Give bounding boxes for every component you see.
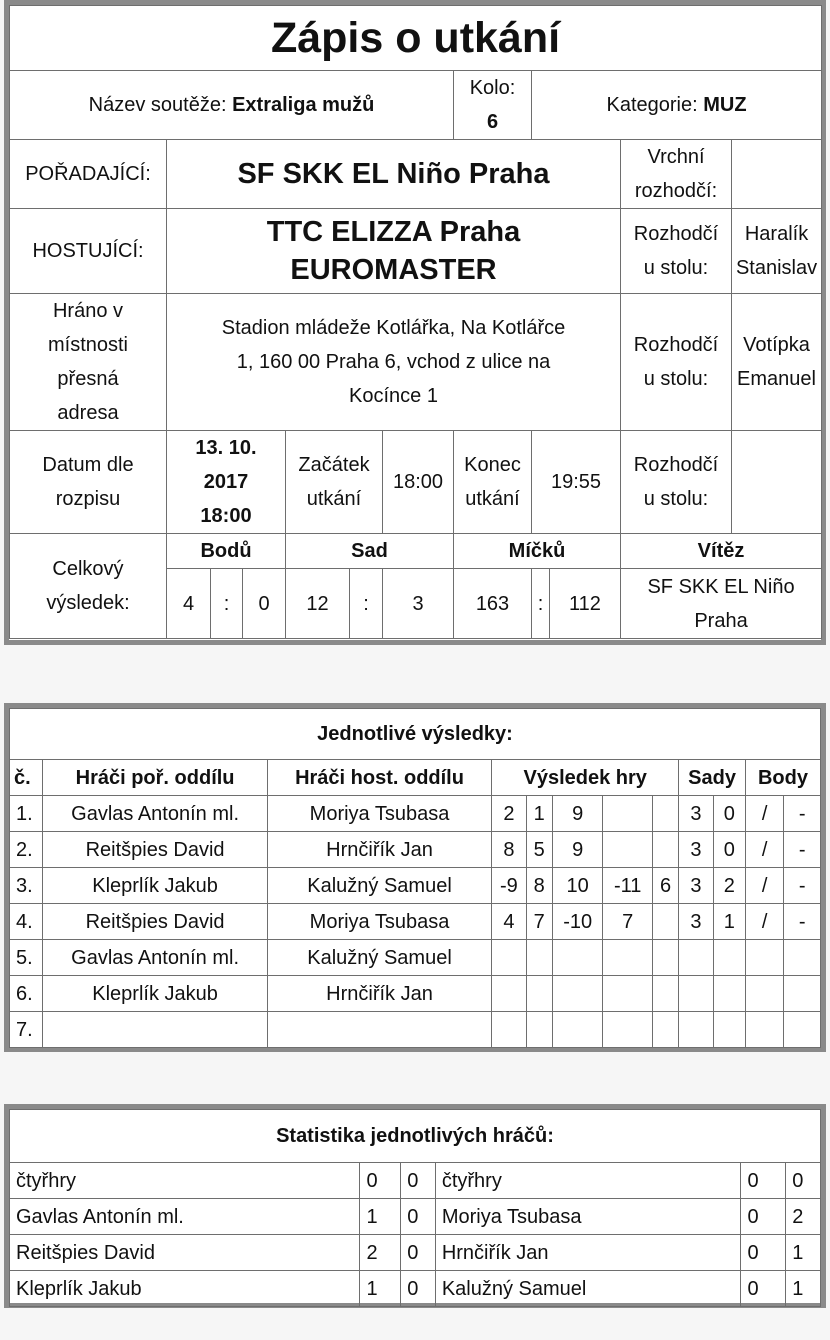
- match-date-line2: 2017: [203, 471, 249, 493]
- stats-title: Statistika jednotlivých hráčů:: [10, 1110, 821, 1163]
- guest-stat-losses: 0: [786, 1163, 821, 1199]
- sets-home: 3: [679, 868, 713, 904]
- match-number: 2.: [10, 832, 43, 868]
- winner-value-line2: Praha: [694, 609, 748, 632]
- guest-player: Moriya Tsubasa: [267, 796, 491, 832]
- table-row: [10, 1012, 821, 1048]
- guest-stat-wins: 0: [741, 1271, 786, 1307]
- game-score: [552, 1012, 603, 1048]
- home-player: [43, 1012, 267, 1048]
- main-referee-label: [621, 140, 732, 209]
- table-row: [10, 1163, 821, 1199]
- sets-separator: :: [350, 569, 383, 639]
- sets-home: [679, 940, 713, 976]
- game-score: -10: [552, 904, 603, 940]
- points-away: -: [784, 868, 821, 904]
- round-label: Kolo:: [469, 77, 516, 99]
- sets-header: Sad: [286, 534, 454, 569]
- guest-player: Kalužný Samuel: [267, 940, 491, 976]
- points-away: 0: [243, 569, 286, 639]
- guest-player: Hrnčiřík Jan: [267, 976, 491, 1012]
- game-score: [652, 940, 678, 976]
- sets-away: 0: [713, 832, 745, 868]
- table-referee-1-value: [732, 209, 822, 294]
- game-score: 7: [603, 904, 653, 940]
- table-referee-2-label: [621, 294, 732, 431]
- venue-label-line: místnosti: [47, 334, 129, 356]
- match-number: 6.: [10, 976, 43, 1012]
- table-row: [10, 1235, 821, 1271]
- game-score: 6: [652, 868, 678, 904]
- guest-player: Moriya Tsubasa: [267, 904, 491, 940]
- table-row: [10, 832, 821, 868]
- guest-player: [267, 1012, 491, 1048]
- sets-away: 1: [713, 904, 745, 940]
- game-score: 7: [526, 904, 552, 940]
- points-home: /: [745, 832, 783, 868]
- points-home: /: [745, 904, 783, 940]
- game-score: [603, 1012, 653, 1048]
- match-report-header: [4, 0, 826, 645]
- balls-header: Míčků: [454, 534, 621, 569]
- end-label-line1: Konec: [464, 454, 521, 476]
- sets-home: 3: [679, 832, 713, 868]
- competition-label: Název soutěže:: [88, 94, 227, 116]
- venue-label-line: adresa: [57, 402, 119, 424]
- home-stat-losses: 0: [401, 1199, 436, 1235]
- home-stat-wins: 1: [360, 1199, 401, 1235]
- sets-home: 3: [679, 904, 713, 940]
- results-body: [10, 796, 821, 1048]
- match-date-line3: 18:00: [200, 505, 252, 527]
- sets-away: 2: [713, 868, 745, 904]
- table-row: [10, 976, 821, 1012]
- game-score: 4: [492, 904, 526, 940]
- game-score: [526, 940, 552, 976]
- table-referee-1-value-line1: Haralík: [744, 223, 809, 245]
- game-score: 10: [552, 868, 603, 904]
- guest-stat-losses: 1: [786, 1271, 821, 1307]
- game-score: 8: [526, 868, 552, 904]
- col-header-points: Body: [745, 760, 820, 796]
- winner-header: Vítěz: [621, 534, 822, 569]
- overall-result-label-line1: Celkový: [52, 558, 124, 580]
- guest-player-name: Kalužný Samuel: [435, 1271, 741, 1307]
- home-player: Reitšpies David: [43, 904, 267, 940]
- guest-team-name-line1: TTC ELIZZA Praha: [266, 216, 521, 248]
- match-number: 5.: [10, 940, 43, 976]
- table-row: [10, 1271, 821, 1307]
- home-player-name: čtyřhry: [10, 1163, 360, 1199]
- table-row: [10, 940, 821, 976]
- individual-results: [4, 703, 826, 1052]
- round-value: 6: [486, 111, 499, 133]
- game-score: [492, 1012, 526, 1048]
- table-referee-2-value-line1: Votípka: [743, 334, 810, 356]
- balls-home: 163: [454, 569, 532, 639]
- guest-stat-wins: 0: [741, 1235, 786, 1271]
- game-score: [652, 832, 678, 868]
- game-score: [652, 976, 678, 1012]
- points-header: Bodů: [167, 534, 286, 569]
- home-player: Kleprlík Jakub: [43, 868, 267, 904]
- match-number: 1.: [10, 796, 43, 832]
- start-label-line1: Začátek: [298, 454, 370, 476]
- table-row: [10, 1199, 821, 1235]
- points-away: [784, 940, 821, 976]
- guest-player-name: Hrnčiřík Jan: [435, 1235, 741, 1271]
- match-date-line1: 13. 10.: [195, 437, 257, 459]
- points-home: /: [745, 868, 783, 904]
- points-home: [745, 940, 783, 976]
- table-referee-3-label: [621, 431, 732, 534]
- game-score: [526, 1012, 552, 1048]
- game-score: [492, 940, 526, 976]
- points-away: -: [784, 904, 821, 940]
- table-referee-3-label-line2: u stolu:: [643, 488, 709, 510]
- guest-player: Kalužný Samuel: [267, 868, 491, 904]
- game-score: -11: [603, 868, 653, 904]
- end-time: 19:55: [532, 431, 621, 534]
- sets-home: [679, 1012, 713, 1048]
- page-title: Zápis o utkání: [10, 6, 822, 71]
- stats-table: [9, 1109, 821, 1307]
- home-stat-wins: 0: [360, 1163, 401, 1199]
- game-score: [603, 796, 653, 832]
- guest-label: HOSTUJÍCÍ:: [10, 209, 167, 294]
- sets-away: [713, 940, 745, 976]
- table-row: [10, 796, 821, 832]
- start-time: 18:00: [383, 431, 454, 534]
- match-info-table: [9, 5, 822, 639]
- game-score: 8: [492, 832, 526, 868]
- date-label: [10, 431, 167, 534]
- competition-cell: [10, 71, 454, 140]
- home-player-name: Kleprlík Jakub: [10, 1271, 360, 1307]
- match-number: 4.: [10, 904, 43, 940]
- winner-value: [621, 569, 822, 639]
- game-score: 9: [552, 832, 603, 868]
- game-score: [652, 796, 678, 832]
- guest-team-name-line2: EUROMASTER: [290, 254, 497, 286]
- table-row: [10, 904, 821, 940]
- category-value: MUZ: [703, 94, 747, 116]
- table-referee-2-value-line2: Emanuel: [737, 368, 816, 390]
- table-referee-3-value: [732, 431, 822, 534]
- sets-away: [713, 1012, 745, 1048]
- table-referee-3-label-line1: Rozhodčí: [633, 454, 719, 476]
- date-label-line1: Datum dle: [42, 454, 134, 476]
- match-date: [167, 431, 286, 534]
- guest-stat-losses: 2: [786, 1199, 821, 1235]
- overall-result-label-line2: výsledek:: [46, 592, 130, 614]
- game-score: 9: [552, 796, 603, 832]
- col-header-number: č.: [10, 760, 43, 796]
- venue-label-line: Hráno v: [52, 300, 124, 322]
- col-header-guest-players: Hráči host. oddílu: [267, 760, 491, 796]
- venue-address: [167, 294, 621, 431]
- home-stat-wins: 2: [360, 1235, 401, 1271]
- match-number: 3.: [10, 868, 43, 904]
- guest-stat-wins: 0: [741, 1199, 786, 1235]
- points-home: /: [745, 796, 783, 832]
- table-referee-2-label-line2: u stolu:: [643, 368, 709, 390]
- sets-home: [679, 976, 713, 1012]
- points-home: 4: [167, 569, 211, 639]
- game-score: [603, 832, 653, 868]
- game-score: [603, 940, 653, 976]
- home-stat-losses: 0: [401, 1163, 436, 1199]
- game-score: [603, 976, 653, 1012]
- venue-address-line: Stadion mládeže Kotlářka, Na Kotlářce: [221, 317, 566, 339]
- main-referee-label-line1: Vrchní: [647, 146, 705, 168]
- main-referee-value: [732, 140, 822, 209]
- game-score: -9: [492, 868, 526, 904]
- guest-player: Hrnčiřík Jan: [267, 832, 491, 868]
- col-header-sets: Sady: [679, 760, 746, 796]
- table-referee-1-label-line1: Rozhodčí: [633, 223, 719, 245]
- guest-stat-wins: 0: [741, 1163, 786, 1199]
- col-header-home-players: Hráči poř. oddílu: [43, 760, 267, 796]
- points-home: [745, 1012, 783, 1048]
- col-header-game-result: Výsledek hry: [492, 760, 679, 796]
- points-away: -: [784, 796, 821, 832]
- home-player: Kleprlík Jakub: [43, 976, 267, 1012]
- game-score: 5: [526, 832, 552, 868]
- winner-value-line1: SF SKK EL Niño: [647, 575, 795, 598]
- sets-home: 12: [286, 569, 350, 639]
- start-label: [286, 431, 383, 534]
- game-score: [526, 976, 552, 1012]
- table-referee-2-label-line1: Rozhodčí: [633, 334, 719, 356]
- game-score: [492, 976, 526, 1012]
- balls-separator: :: [532, 569, 550, 639]
- venue-label-line: přesná: [57, 368, 119, 390]
- competition-value: Extraliga mužů: [232, 94, 375, 116]
- date-label-line2: rozpisu: [55, 488, 121, 510]
- points-home: [745, 976, 783, 1012]
- sets-home: 3: [679, 796, 713, 832]
- guest-stat-losses: 1: [786, 1235, 821, 1271]
- game-score: [552, 976, 603, 1012]
- game-score: [652, 1012, 678, 1048]
- game-score: 1: [526, 796, 552, 832]
- balls-away: 112: [550, 569, 621, 639]
- home-stat-losses: 0: [401, 1235, 436, 1271]
- main-referee-label-line2: rozhodčí:: [634, 180, 718, 202]
- results-title: Jednotlivé výsledky:: [10, 709, 821, 760]
- venue-address-line: 1, 160 00 Praha 6, vchod z ulice na: [236, 351, 551, 373]
- guest-player-name: čtyřhry: [435, 1163, 741, 1199]
- table-referee-1-label-line2: u stolu:: [643, 257, 709, 279]
- host-team-name: SF SKK EL Niño Praha: [167, 140, 621, 209]
- guest-team-name: [167, 209, 621, 294]
- sets-away: [713, 976, 745, 1012]
- table-referee-2-value: [732, 294, 822, 431]
- table-referee-1-value-line2: Stanislav: [735, 257, 818, 279]
- game-score: [652, 904, 678, 940]
- round-cell: [454, 71, 532, 140]
- venue-address-line: Kocínce 1: [349, 385, 438, 407]
- home-player: Reitšpies David: [43, 832, 267, 868]
- overall-result-label: [10, 534, 167, 639]
- game-score: [552, 940, 603, 976]
- end-label-line2: utkání: [465, 488, 520, 510]
- table-referee-1-label: [621, 209, 732, 294]
- venue-label: [10, 294, 167, 431]
- results-table: [9, 708, 821, 1048]
- sets-away: 3: [383, 569, 454, 639]
- home-player: Gavlas Antonín ml.: [43, 796, 267, 832]
- home-player: Gavlas Antonín ml.: [43, 940, 267, 976]
- points-separator: :: [211, 569, 243, 639]
- points-away: -: [784, 832, 821, 868]
- end-label: [454, 431, 532, 534]
- table-row: [10, 868, 821, 904]
- guest-player-name: Moriya Tsubasa: [435, 1199, 741, 1235]
- home-player-name: Gavlas Antonín ml.: [10, 1199, 360, 1235]
- points-away: [784, 1012, 821, 1048]
- category-cell: [532, 71, 822, 140]
- home-player-name: Reitšpies David: [10, 1235, 360, 1271]
- points-away: [784, 976, 821, 1012]
- home-stat-losses: 0: [401, 1271, 436, 1307]
- player-statistics: [4, 1104, 826, 1308]
- game-score: 2: [492, 796, 526, 832]
- stats-body: [10, 1163, 821, 1307]
- category-label: Kategorie:: [606, 94, 698, 116]
- host-label: POŘADAJÍCÍ:: [10, 140, 167, 209]
- match-number: 7.: [10, 1012, 43, 1048]
- start-label-line2: utkání: [306, 488, 362, 510]
- home-stat-wins: 1: [360, 1271, 401, 1307]
- sets-away: 0: [713, 796, 745, 832]
